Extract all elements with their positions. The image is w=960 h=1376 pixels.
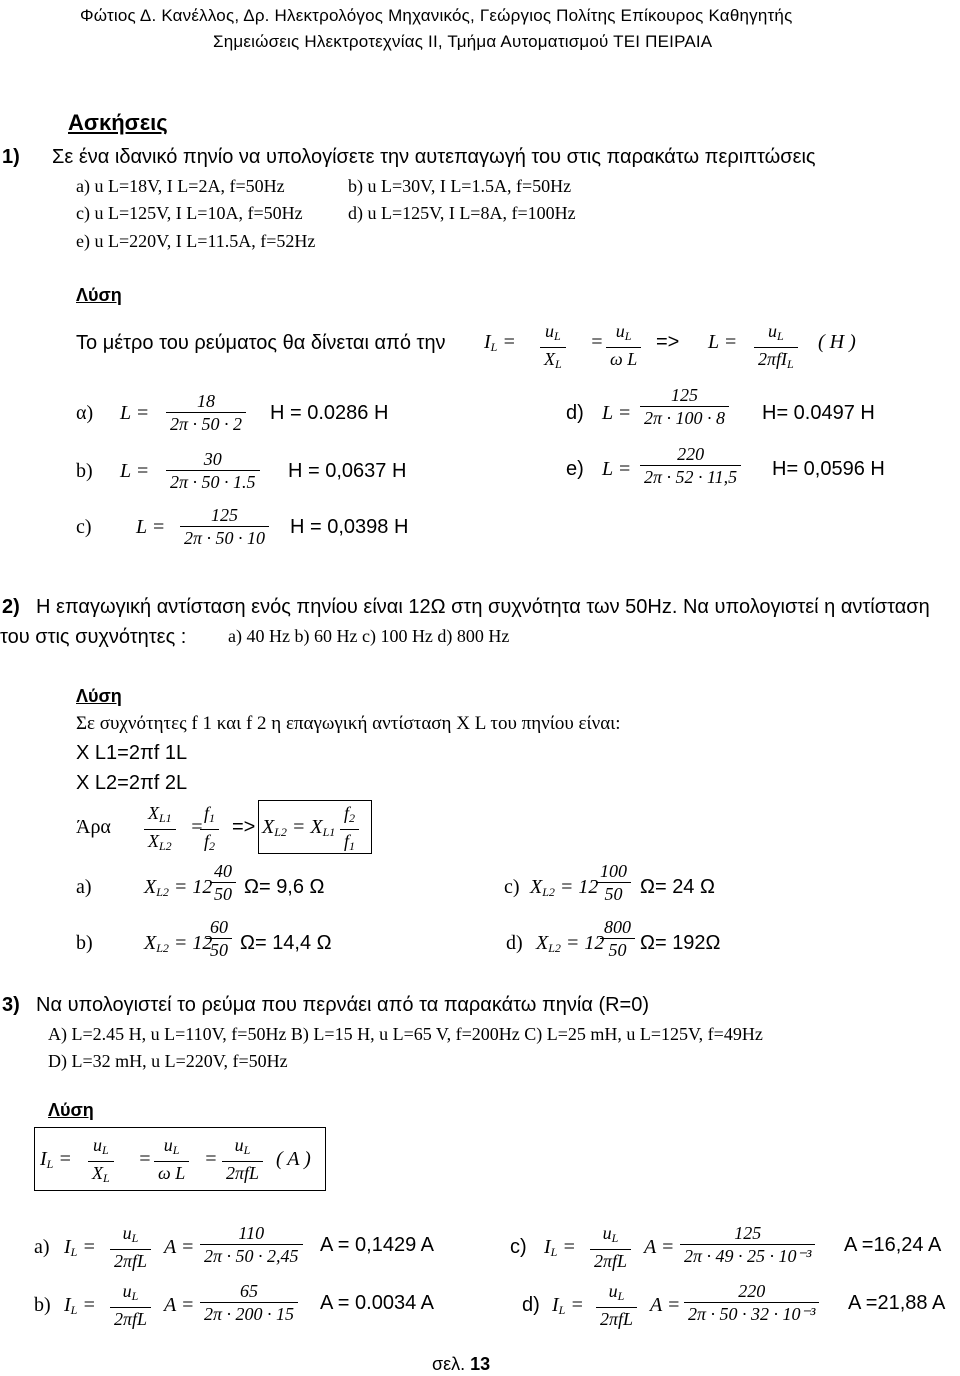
ex3-ans-b-a: A = bbox=[164, 1294, 195, 1316]
ex1-case-a: a) u L=18V, I L=2A, f=50Hz bbox=[76, 176, 285, 196]
ex2-text-2: του στις συχνότητες : bbox=[0, 626, 187, 648]
ex1-ans-d-l: L = bbox=[602, 402, 632, 424]
ex3-ans-c-generic: $u_L$ 2πfL bbox=[590, 1222, 631, 1272]
ex1-ans-d-result: H= 0.0497 H bbox=[762, 402, 875, 424]
ex3-unit-a: ( A ) bbox=[276, 1148, 311, 1170]
ex3-line-1: A) L=2.45 H, u L=110V, f=50Hz B) L=15 H, u L=65 V, f=200Hz C) L=25 mH, u L=125V, f=49Hz bbox=[48, 1024, 763, 1044]
ex3-formula-il: $I_L$ = bbox=[40, 1148, 72, 1171]
ex2-res-d-prefix: $X_{L2} = 12$ bbox=[536, 932, 605, 955]
fraction-ul-2pifil: $u_L$ 2πfI$_L$ bbox=[754, 320, 798, 375]
ex3-ans-a-a: A = bbox=[164, 1236, 195, 1258]
ex3-ans-c-result: A =16,24 A bbox=[844, 1234, 942, 1256]
ex1-ans-c-label: c) bbox=[76, 516, 92, 538]
ex2-eq-xl2: X L2=2πf 2L bbox=[76, 772, 188, 794]
ex2-eq-xl1: X L1=2πf 1L bbox=[76, 742, 188, 764]
ex1-case-e: e) u L=220V, I L=11.5A, f=52Hz bbox=[76, 231, 316, 251]
header-line-1: Φώτιος Δ. Κανέλλος, Δρ. Ηλεκτρολόγος Μηχανικός, Γεώργιος Πολίτης Επίκουρος Καθηγητής bbox=[80, 6, 793, 25]
ex1-case-b: b) u L=30V, I L=1.5A, f=50Hz bbox=[348, 176, 572, 196]
ex2-res-a-fraction: 40 50 bbox=[210, 860, 236, 905]
ex3-ans-a-result: A = 0,1429 A bbox=[320, 1234, 434, 1256]
ex2-res-c-prefix: $X_{L2} = 12$ bbox=[530, 876, 599, 899]
unit-h: ( H ) bbox=[818, 331, 856, 353]
ex1-case-d: d) u L=125V, I L=8A, f=100Hz bbox=[348, 203, 576, 223]
formula-l: L = bbox=[708, 331, 738, 353]
ex1-ans-b-fraction: 30 2π · 50 · 1.5 bbox=[166, 448, 260, 493]
ex2-equals: = bbox=[190, 816, 204, 838]
ex3-ans-d-il: $I_L$ = bbox=[552, 1294, 584, 1317]
ex2-text: Η επαγωγική αντίσταση ενός πηνίου είναι 12Ω στη συχνότητα των 50Hz. Να υπολογιστεί η αντίσταση bbox=[36, 596, 930, 618]
ex3-ans-d-fraction: 220 2π · 50 · 32 · 10⁻³ bbox=[684, 1280, 819, 1325]
ex3-ans-c-il: $I_L$ = bbox=[544, 1236, 576, 1259]
ex3-ans-b-generic: $u_L$ 2πfL bbox=[110, 1280, 151, 1330]
ex2-implies-arrow: => bbox=[232, 816, 256, 838]
ex3-ans-a-il: $I_L$ = bbox=[64, 1236, 96, 1259]
ex1-ans-c-l: L = bbox=[136, 516, 166, 538]
ex2-number: 2) bbox=[2, 596, 20, 618]
ex3-number: 3) bbox=[2, 994, 20, 1016]
header-line-2: Σημειώσεις Ηλεκτροτεχνίας ΙΙ, Τμήμα Αυτοματισμού ΤΕΙ ΠΕΙΡΑΙΑ bbox=[213, 32, 713, 51]
ex2-res-b-prefix: $X_{L2} = 12$ bbox=[144, 932, 213, 955]
ex1-number: 1) bbox=[2, 146, 20, 168]
ex3-fraction-ul-2pifl: $u_L$ 2πfL bbox=[222, 1134, 263, 1184]
ex3-solution-label: Λύση bbox=[48, 1100, 94, 1120]
ex2-res-b-label: b) bbox=[76, 932, 93, 954]
ex3-ans-d-result: A =21,88 A bbox=[848, 1292, 946, 1314]
ex2-res-d-value: Ω= 192Ω bbox=[640, 932, 721, 954]
page-label: σελ. bbox=[432, 1354, 466, 1374]
ex2-intro: Σε συχνότητες f 1 και f 2 η επαγωγική αντίσταση X L του πηνίου είναι: bbox=[76, 713, 621, 734]
ex2-res-d-label: d) bbox=[506, 932, 523, 954]
page-footer bbox=[432, 1354, 490, 1375]
ex3-ans-b-label: b) bbox=[34, 1294, 51, 1316]
ex2-boxed-fraction: $f_2$ $f_1$ bbox=[340, 802, 359, 857]
page-number: 13 bbox=[470, 1354, 491, 1374]
equals-sign: = bbox=[590, 331, 604, 353]
ex3-fraction-ul-xl: $u_L$ $X_L$ bbox=[88, 1134, 114, 1189]
ex2-res-b-fraction: 60 50 bbox=[206, 916, 232, 961]
ex1-case-c: c) u L=125V, I L=10A, f=50Hz bbox=[76, 203, 303, 223]
ex3-equals-1: = bbox=[138, 1148, 152, 1170]
ex2-solution-label: Λύση bbox=[76, 686, 122, 706]
fraction-ul-wl: $u_L$ ω L bbox=[606, 320, 641, 370]
ex2-res-c-fraction: 100 50 bbox=[596, 860, 631, 905]
ex3-ans-a-fraction: 110 2π · 50 · 2,45 bbox=[200, 1222, 303, 1267]
ex3-ans-c-fraction: 125 2π · 49 · 25 · 10⁻³ bbox=[680, 1222, 815, 1267]
ex2-frequencies: a) 40 Hz b) 60 Hz c) 100 Hz d) 800 Hz bbox=[228, 626, 510, 646]
ex2-res-c-value: Ω= 24 Ω bbox=[640, 876, 715, 898]
ex2-res-c-label: c) bbox=[504, 876, 520, 898]
ex1-ans-a-label: α) bbox=[76, 402, 94, 424]
ex3-equals-2: = bbox=[204, 1148, 218, 1170]
ex1-ans-d-fraction: 125 2π · 100 · 8 bbox=[640, 384, 729, 429]
ex2-ratio-f: $f_1$ $f_2$ bbox=[200, 802, 219, 857]
ex1-ans-b-label: b) bbox=[76, 460, 93, 482]
ex2-res-a-prefix: $X_{L2} = 12$ bbox=[144, 876, 213, 899]
fraction-ul-xl: $u_L$ $X_L$ bbox=[540, 320, 566, 375]
ex1-ans-e-fraction: 220 2π · 52 · 11,5 bbox=[640, 443, 741, 488]
ex3-ans-c-label: c) bbox=[510, 1236, 527, 1258]
ex1-ans-a-result: H = 0.0286 H bbox=[270, 402, 389, 424]
ex3-fraction-ul-wl: $u_L$ ω L bbox=[154, 1134, 189, 1184]
ex1-ans-e-result: H= 0,0596 H bbox=[772, 458, 885, 480]
formula-il: $I_L$ = bbox=[484, 331, 516, 354]
ex2-res-d-fraction: 800 50 bbox=[600, 916, 635, 961]
ex3-ans-d-generic: $u_L$ 2πfL bbox=[596, 1280, 637, 1330]
ex1-ans-e-l: L = bbox=[602, 458, 632, 480]
ex3-ans-c-a: A = bbox=[644, 1236, 675, 1258]
ex1-ans-c-fraction: 125 2π · 50 · 10 bbox=[180, 504, 269, 549]
ex3-ans-a-generic: $u_L$ 2πfL bbox=[110, 1222, 151, 1272]
ex2-ara-label: Άρα bbox=[76, 816, 111, 838]
ex3-ans-b-il: $I_L$ = bbox=[64, 1294, 96, 1317]
ex2-res-a-label: a) bbox=[76, 876, 92, 898]
ex1-ans-e-label: e) bbox=[566, 458, 584, 480]
ex1-ans-a-l: L = bbox=[120, 402, 150, 424]
section-title: Ασκήσεις bbox=[68, 110, 168, 135]
ex1-solution-label: Λύση bbox=[76, 285, 122, 305]
ex1-ans-d-label: d) bbox=[566, 402, 584, 424]
ex2-res-a-value: Ω= 9,6 Ω bbox=[244, 876, 325, 898]
ex1-ans-b-result: H = 0,0637 H bbox=[288, 460, 407, 482]
ex3-ans-b-fraction: 65 2π · 200 · 15 bbox=[200, 1280, 298, 1325]
ex1-text: Σε ένα ιδανικό πηνίο να υπολογίσετε την αυτεπαγωγή του στις παρακάτω περιπτώσεις bbox=[52, 146, 816, 168]
ex3-ans-b-result: A = 0.0034 A bbox=[320, 1292, 434, 1314]
implies-arrow: => bbox=[656, 331, 680, 353]
ex1-ans-b-l: L = bbox=[120, 460, 150, 482]
ex3-line-2: D) L=32 mH, u L=220V, f=50Hz bbox=[48, 1051, 288, 1071]
ex3-ans-a-label: a) bbox=[34, 1236, 50, 1258]
ex1-ans-c-result: H = 0,0398 H bbox=[290, 516, 409, 538]
ex1-ans-a-fraction: 18 2π · 50 · 2 bbox=[166, 390, 246, 435]
ex3-text: Να υπολογιστεί το ρεύμα που περνάει από τα παρακάτω πηνία (R=0) bbox=[36, 994, 650, 1016]
ex2-boxed-xl2: $X_{L2} = X_{L1}$ bbox=[262, 816, 336, 839]
ex1-intro: Το μέτρο του ρεύματος θα δίνεται από την bbox=[76, 332, 446, 354]
ex3-ans-d-a: A = bbox=[650, 1294, 681, 1316]
ex2-res-b-value: Ω= 14,4 Ω bbox=[240, 932, 332, 954]
ex3-ans-d-label: d) bbox=[522, 1294, 540, 1316]
ex2-ratio-x: $X_{L1}$ $X_{L2}$ bbox=[144, 802, 176, 857]
